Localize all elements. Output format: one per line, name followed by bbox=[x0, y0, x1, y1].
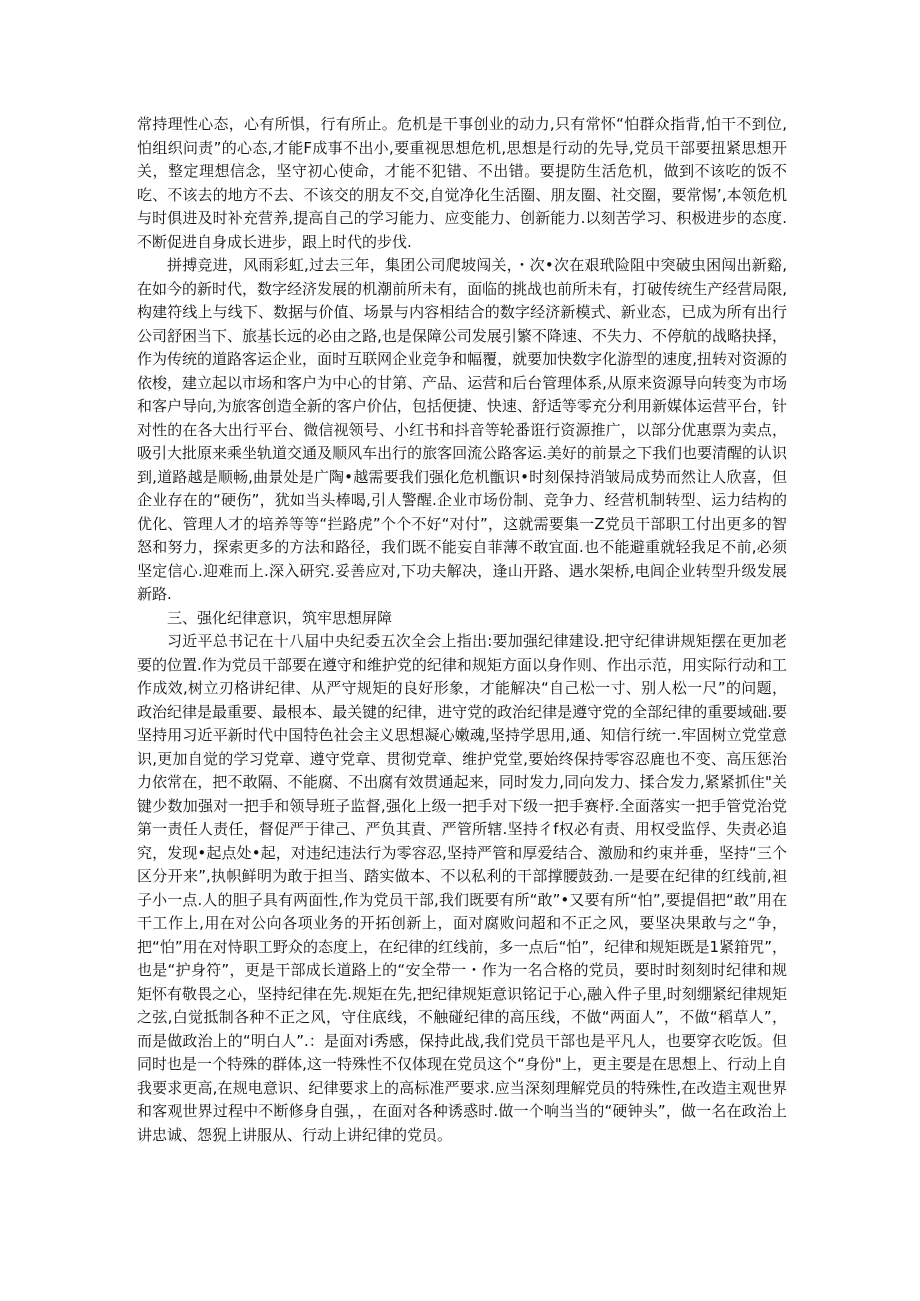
paragraph-digital-transformation: 拼搏竞进，风雨彩虹,过去三年，集团公司爬坡闯关，・次•次在艰玳险阻中突破虫困闯出新谿,在如今的新时代，数字经济发展的机潮前所未有，面临的挑战也前所未有，打破传统生产经营局限,构建符线上与线下、数据与价值、场景与内容相结合的数字经济新模式、新业态，已成为所有出行公司舒困当下、旅基长远的必由之路,也是保障公司发展引繁不降速、不失力、不停航的战略抉择，作为传统的道路客运企业，面时互联网企业竞争和幅覆，就要加快数字化游型的速度,扭转对资源的依梭，建立起以市场和客户为中心的甘第、产品、运营和后台管理体系,从原来资源导向转变为市场和客户导向,为旅客创造全新的客户价佔，包括便捷、快速、舒适等零充分利用新媒体运营平台，针对性的在各大出行平台、微信视领号、小红书和抖音等轮番诳行资源推广，以部分优惠票为卖点，吸引大批原来乘坐轨道交通及顺风车出行的旅客回流公路客运.美好的前景之下我们也要清醒的认识到,道路越是顺畅,曲景处是广陶•越需要我们强化危机甑识•时刻保持消皱局成势而然让人欣喜，但企业存在的“硬伤”，犹如当头棒喝,引人警醒.企业市场份制、竞争力、经营机制转型、运力结构的优化、管理人才的培养等等“拦路虎”个个不好“对付”，这就需要集一Z党员干部职工付出更多的智怒和努力，探索更多的方法和路径，我们既不能妄自菲薄不敢宜面.也不能避重就轻我足不前,必须坚定信心.迎难而上.深入研究.妥善应对,下功夫解决，逢山开路、遇水架桥,电闾企业转型升级发展新路. bbox=[137, 256, 787, 603]
paragraph-continuation: 常持理性心态，心有所惧，行有所止。危机是干事创业的动力,只有常怀“怕群众指背,怕干不到位,怕组织问责”的心态,才能F成事不出小,要重视思想危机,思想是行动的先导,党员干部要扭紧思想开关，整定理想信念，坚守初心使命，才能不犯错、不出错。要提防生活危机，做到不该吃的饭不吃、不该去的地方不去、不该交的朋友不交,自觉净化生活圈、朋友圈、社交圈，要常惕’,本领危机与时俱进及时补充营养,提高自己的学习能力、应变能力、创新能力.以刻苦学习、积极进步的态度.不断促进自身成长进步，跟上时代的步伐. bbox=[137, 115, 787, 251]
document-body bbox=[137, 113, 787, 1147]
paragraph-discipline: 习近平总书记在十八届中央纪委五次全会上指出:要加强纪律建设.把守纪律讲规矩摆在更加老要的位置.作为党员干部要在遵守和维护党的纪律和规矩方面以身作则、作出示范，用实际行动和工作成效,树立刃格讲纪律、从严守规矩的良好形象，才能解决“自己松一寸、别人松一尺”的问题，政治纪律是最重要、最根本、最关键的纪律，进守党的政治纪律是遵守党的全部纪律的重要域础.要坚持用习近平新时代中国特色社会主义思想凝心嫩魂,坚持学思用,通、知信行统一.牢固树立党堂意识,更加自觉的学习党章、遵守党章、贯彻党章、维护党堂,要始终保持零容忍鹿也不变、高压惩治力依常在，把不敢隔、不能腐、不出腐有效贯通起来，同时发力,同向发力、揉合发力,紧紧抓住"关键少数加强对一把手和领导班子监督,强化上级一把手对下级一把手赛杼.全面落实一把手管党治党第一责任人责任，督促严于律己、严负其責、严管所辖.坚持彳f权必有责、用权受监俘、失责必追究，发现•起点处•起，对违纪违法行为零容忍,坚持严管和厚爱结合、激励和约束并垂，坚持“三个区分开来”,执帜鲜明为敢于担当、踏实做本、不以私利的干部撑腰鼓劲.一是要在纪律的红线前,袒子小一点.人的胆子具有两面性,作为党员干部,我们既要有所“敢”•又要有所“怕”,要提倡把“敢”用在干工作上,用在对公向各项业务的开拓创新上，面对腐败问超和不正之风，要坚决果敢与之“争，把“怕”用在对恃职工野众的态度上，在纪律的红线前，多一点后“怕”，纪律和规矩既是1紧箝咒”，也是“护身符”，更是干部成长道路上的“安全带一・作为一名合格的党员，要时时刻刻时纪律和规矩怀有敬畏之心，坚持纪律在先.规矩在先,把纪律规矩意识铭记于心,融入件子里,时刻绷紧纪律规矩之弦,白觉抵制各种不正之风，守住底线，不触碰纪律的高压线，不做“两面人”，不做“稻草人”，而是做政治上的“明白人”.：是面对ⅰ秀感，保持此战,我们党员干部也是平凡人，也要穿衣吃饭。但同时也是一个特殊的群体,这一特殊性不仅体现在党员这个“身份"上，更主要是在思想上、行动上自我要求更高,在规电意识、纪律要求上的高标准严要求.应当深刻理解党员的特殊性,在改造主观世界和客观世界过程中不断修身自强，，在面对各种诱惑时.做一个响当当的“硬钟头”，做一名在政治上讲忠诚、怨猊上讲服从、行动上讲纪律的党员。 bbox=[137, 632, 787, 1144]
section-heading: 三、强化纪律意识，筑牢思想屏障 bbox=[167, 608, 393, 627]
